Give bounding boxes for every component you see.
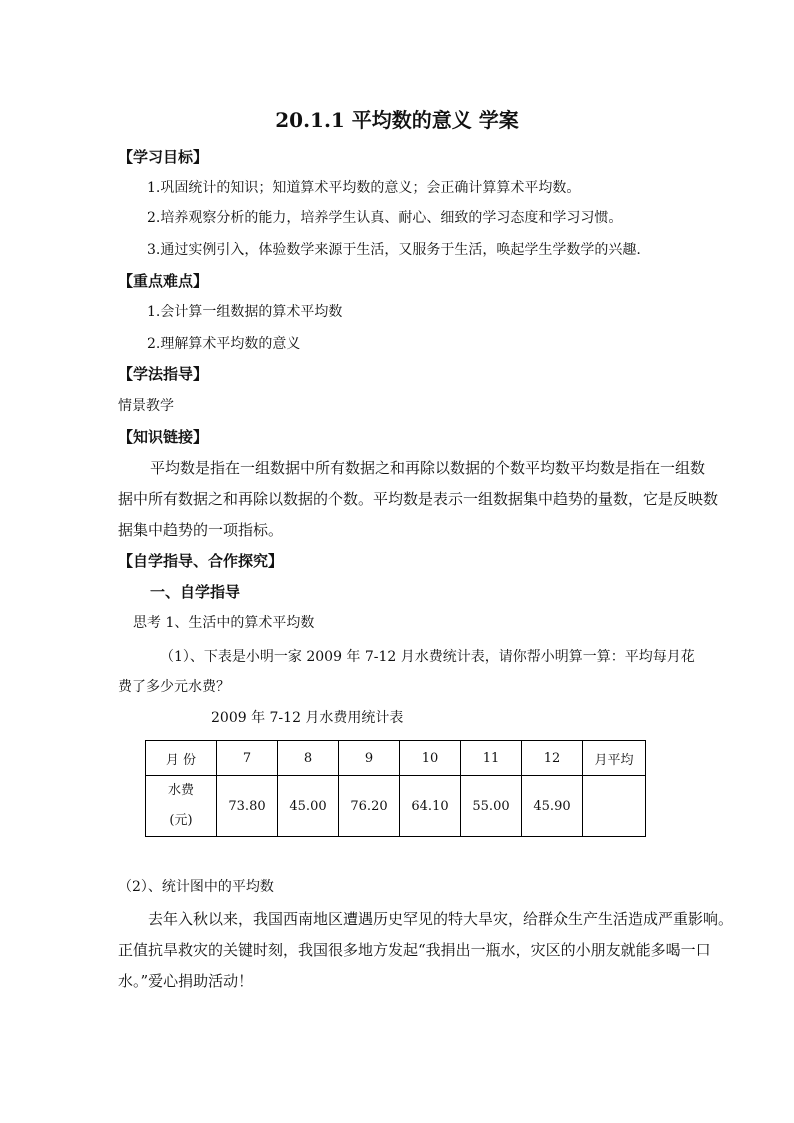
question-2: （2）、统计图中的平均数 bbox=[118, 879, 274, 895]
method-text: 情景教学 bbox=[118, 398, 174, 414]
row-label-unit: (元) bbox=[169, 813, 193, 828]
keypoints-heading: 【重点难点】 bbox=[118, 272, 209, 290]
header-10: 10 bbox=[400, 741, 461, 776]
table-row bbox=[146, 776, 646, 837]
question-2-line-2: 正值抗旱救灾的关键时刻，我国很多地方发起“我捐出一瓶水，灾区的小朋友就能多喝一口 bbox=[118, 941, 711, 959]
keypoint-item-2: 2.理解算术平均数的意义 bbox=[147, 336, 301, 352]
value-8: 45.00 bbox=[278, 776, 339, 837]
goals-heading: 【学习目标】 bbox=[118, 148, 209, 166]
value-11: 55.00 bbox=[461, 776, 522, 837]
header-12: 12 bbox=[522, 741, 583, 776]
goal-item-2: 2.培养观察分析的能力，培养学生认真、耐心、细致的学习态度和学习习惯。 bbox=[147, 210, 623, 226]
goal-item-1: 1.巩固统计的知识；知道算术平均数的意义；会正确计算算术平均数。 bbox=[147, 180, 581, 196]
water-fee-table bbox=[145, 740, 646, 837]
page-title: 20.1.1 平均数的意义 学案 bbox=[275, 108, 519, 132]
header-8: 8 bbox=[278, 741, 339, 776]
question-1-line-2: 费了多少元水费？ bbox=[118, 679, 230, 695]
value-9: 76.20 bbox=[339, 776, 400, 837]
value-12: 45.90 bbox=[522, 776, 583, 837]
goal-item-3: 3.通过实例引入，体验数学来源于生活，又服务于生活，唤起学生学数学的兴趣. bbox=[147, 242, 641, 258]
question-2-line-3: 水。”爱心捐助活动！ bbox=[118, 972, 254, 990]
knowledge-heading: 【知识链接】 bbox=[118, 428, 209, 446]
think-1: 思考 1、生活中的算术平均数 bbox=[133, 615, 315, 631]
row-label-fee: 水费 bbox=[167, 783, 194, 798]
value-monthly-avg bbox=[583, 776, 646, 837]
selfstudy-subheading: 一、自学指导 bbox=[150, 583, 241, 601]
header-monthly-avg: 月平均 bbox=[583, 741, 646, 776]
knowledge-line-1: 平均数是指在一组数据中所有数据之和再除以数据的个数平均数平均数是指在一组数 bbox=[150, 459, 706, 477]
header-month: 月 份 bbox=[146, 741, 217, 776]
value-10: 64.10 bbox=[400, 776, 461, 837]
selfstudy-heading: 【自学指导、合作探究】 bbox=[118, 552, 284, 570]
question-2-line-1: 去年入秋以来，我国西南地区遭遇历史罕见的特大旱灾，给群众生产生活造成严重影响。 bbox=[148, 910, 734, 928]
header-9: 9 bbox=[339, 741, 400, 776]
value-7: 73.80 bbox=[217, 776, 278, 837]
knowledge-line-3: 据集中趋势的一项指标。 bbox=[118, 521, 284, 539]
keypoint-item-1: 1.会计算一组数据的算术平均数 bbox=[147, 304, 343, 320]
header-11: 11 bbox=[461, 741, 522, 776]
header-7: 7 bbox=[217, 741, 278, 776]
knowledge-line-2: 据中所有数据之和再除以数据的个数。平均数是表示一组数据集中趋势的量数，它是反映数 bbox=[118, 490, 719, 508]
row-label bbox=[146, 776, 217, 837]
table-caption: 2009 年 7-12 月水费用统计表 bbox=[211, 710, 404, 726]
table-header-row bbox=[146, 741, 646, 776]
method-heading: 【学法指导】 bbox=[118, 365, 209, 383]
question-1-line-1: （1）、下表是小明一家 2009 年 7-12 月水费统计表，请你帮小明算一算：平均每月花 bbox=[160, 649, 695, 665]
